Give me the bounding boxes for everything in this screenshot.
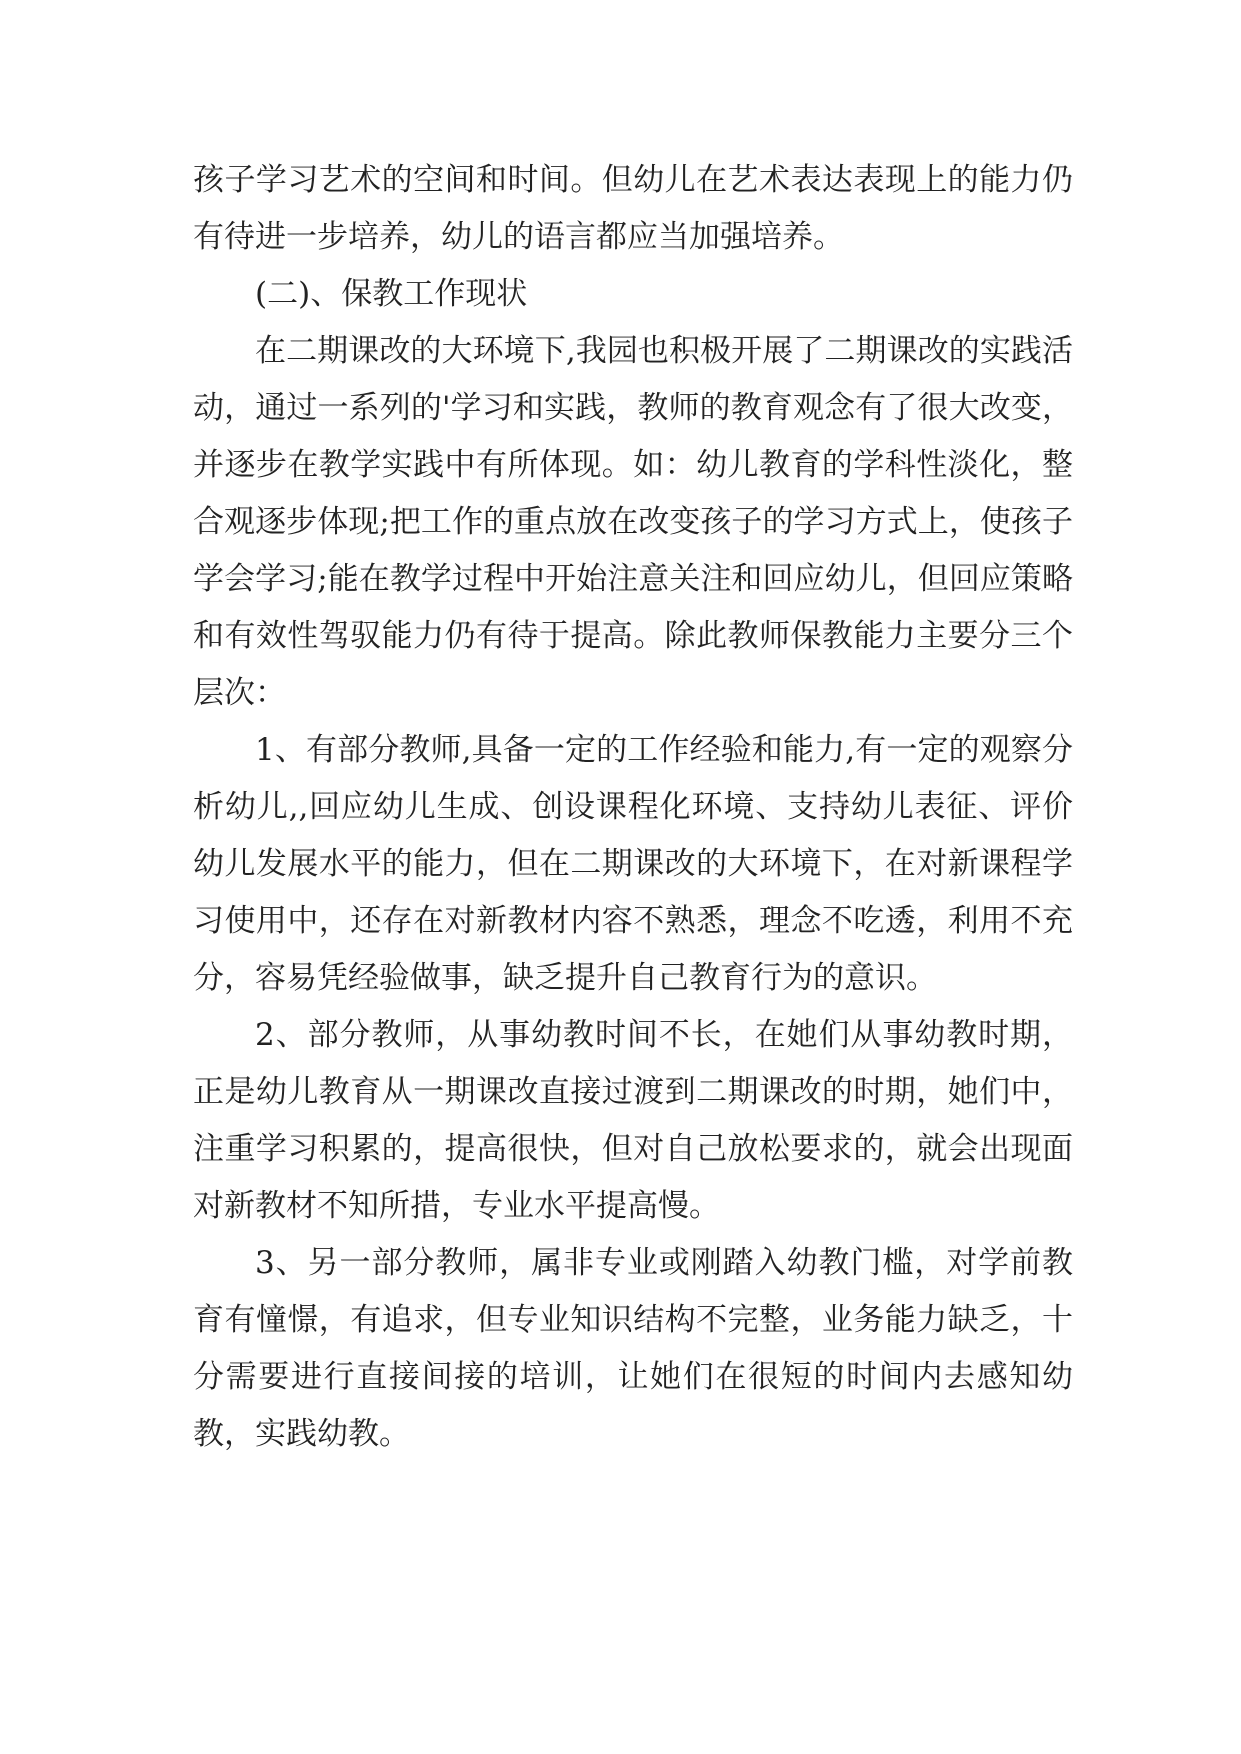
paragraph-overview: 在二期课改的大环境下,我园也积极开展了二期课改的实践活动，通过一系列的'学习和实践，教师的教育观念有了很大改变，并逐步在教学实践中有所体现。如：幼儿教育的学科性淡化，整合观逐步体现;把工作的重点放在改变孩子的学习方式上，使孩子学会学习;能在教学过程中开始注意关注和回应幼儿，但回应策略和有效性驾驭能力仍有待于提高。除此教师保教能力主要分三个层次： <box>193 333 1073 711</box>
paragraph-continuation: 孩子学习艺术的空间和时间。但幼儿在艺术表达表现上的能力仍有待进一步培养，幼儿的语言都应当加强培养。 <box>193 162 1073 255</box>
section-heading: (二)、保教工作现状 <box>255 276 528 312</box>
paragraph-level-2: 2、部分教师，从事幼教时间不长，在她们从事幼教时期，正是幼儿教育从一期课改直接过渡到二期课改的时期，她们中，注重学习积累的，提高很快，但对自己放松要求的，就会出现面对新教材不知所措，专业水平提高慢。 <box>193 1017 1073 1224</box>
paragraph-level-1: 1、有部分教师,具备一定的工作经验和能力,有一定的观察分析幼儿,,回应幼儿生成、创设课程化环境、支持幼儿表征、评价幼儿发展水平的能力，但在二期课改的大环境下，在对新课程学习使用中，还存在对新教材内容不熟悉，理念不吃透，利用不充分，容易凭经验做事，缺乏提升自己教育行为的意识。 <box>193 732 1073 996</box>
paragraph-level-3: 3、另一部分教师，属非专业或刚踏入幼教门槛，对学前教育有憧憬，有追求，但专业知识结构不完整，业务能力缺乏，十分需要进行直接间接的培训，让她们在很短的时间内去感知幼教，实践幼教。 <box>193 1245 1073 1452</box>
document-body <box>193 152 1073 1463</box>
